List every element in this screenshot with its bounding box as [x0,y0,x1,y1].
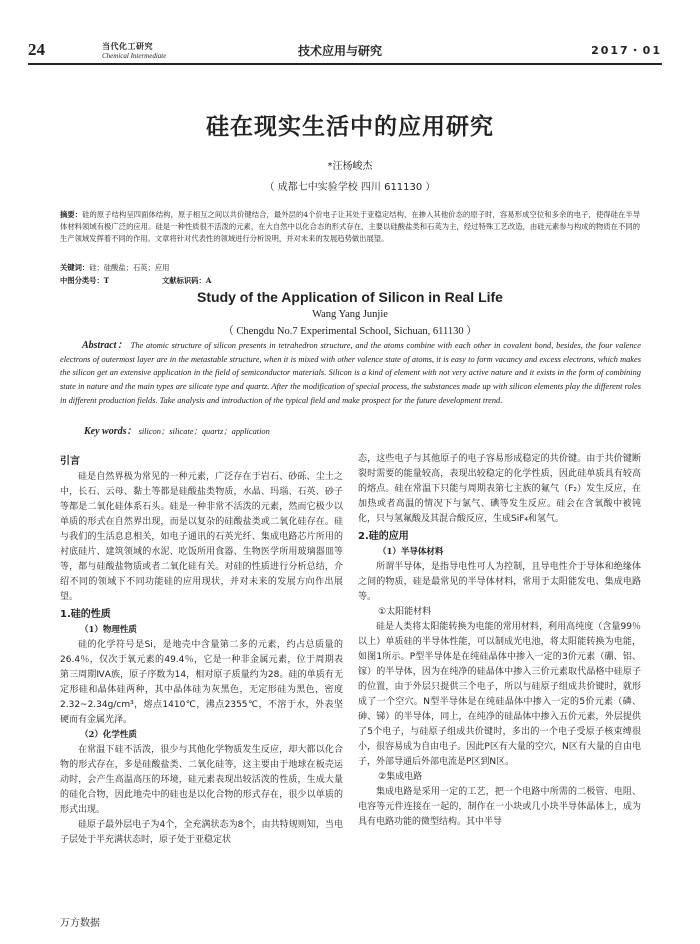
abstract-en-text: The atomic structure of silicon presents in tetrahedron structure, and the atoms combine with each other in covalent bond, besides, the four valence electrons of outermost layer are in the metastable structure, when it is mixed with other valence state of atoms, it is easy to form vacancy and excess electrons, which makes the silicon get an extensive application in the field of semiconductor materials. Silicon is a kind of element with not very active nature and it exists in the form of combining state in nature and the main types are silicate type and quartz. After the modification of special process, the substances made up with silicon elements play the different roles in different production fields. Take analysis and introduction of the typical field and make prospect for the future development trend. [60,341,641,405]
section-1-2-heading: （2）化学性质 [80,730,137,740]
article-title-en: Study of the Application of Silicon in Real Life [197,289,503,305]
keywords-cn [60,263,640,273]
source-footer: 万方数据 [60,918,100,929]
section-1-2-paragraph: 在常温下硅不活泼，很少与其他化学物质发生反应，却大都以化合物的形式存在，多是硅酸盐类、二氧化硅等，这主要由于地球在板壳运动时，会产生高温高压的环境，硅元素表现出较活泼的性质，生成大量的硅化合物，因此地壳中的硅也是以化合物的形式存在，很少以单质的形式出现。 [60,745,343,815]
section-title: 技术应用与研究 [298,44,383,58]
affiliation-en: （ Chengdu No.7 Experimental School, Sichuan, 611130 ） [223,326,477,337]
solar-material-heading: ①太阳能材料 [378,607,432,617]
keywords-label: 关键词： [60,263,90,272]
abstract-en: Abstract： The atomic structure of silicon presents in tetrahedron structure, and the atoms combine with each other in covalent bond, besides, the four valence electrons of outermost layer are in the metastable structure, when it is mixed with other valence state of atoms, it is easy to form vacancy and excess electrons, which makes the silicon get an extensive application in the field of semiconductor materials. Silicon is a kind of element with not very active nature and it exists in the form of combining state in nature and the main types are silicate type and quartz. After the modification of special process, the substances made up with silicon elements play the different roles in different production fields. Take analysis and introduction of the typical field and make prospect for the future development trend. [60,340,641,405]
abstract-label: 摘要： [60,210,83,219]
author: *汪杨峻杰 [327,161,373,172]
section-1-1-paragraph: 硅的化学符号是Si，是地壳中含量第二多的元素，约占总质量的26.4％，仅次于氧元素的49.4％，它是一种非金属元素，位于周期表第三周期ⅣA族，原子序数为14，相对原子质量约为28。硅的单质有无定形硅和晶体硅两种，其中晶体硅为灰黑色，无定形硅为黑色，密度2.32~2.34g/cm³，熔点1410℃，沸点2355℃，不溶于水，外表坚硬而有金属光泽。 [60,640,343,725]
body-column-left [60,452,343,848]
continued-paragraph: 态，这些电子与其他原子的电子容易形成稳定的共价键。由于共价键断裂时需要的能量较高，表现出较稳定的化学性质，因此硅单质具有较高的熔点。硅在常温下只能与周期表第七主族的氟气（F₂）发生反应，在加热或者高温的情况下与氯气、碘等发生反应。硅会在含氧酸中被钝化，只与氢氟酸及其混合酸反应，生成SiF₄和氢气。 [358,454,641,524]
classification [60,276,640,286]
affiliation: （ 成都七中实验学校 四川 611130 ） [264,182,436,193]
author-en: Wang Yang Junjie [312,309,388,320]
clc-value: T [103,276,110,285]
abstract-cn [60,209,640,245]
article-title: 硅在现实生活中的应用研究 [206,114,494,140]
issue-label: 2017・01 [591,44,662,57]
keywords-en: Key words： silicon；silicate；quartz；application [84,426,270,437]
running-header [28,40,662,64]
clc-label: 中图分类号： [60,276,104,285]
integrated-circuit-paragraph: 集成电路是采用一定的工艺，把一个电路中所需的二极管、电阻、电容等元件连接在一起的，制作在一小块或几小块半导体晶体上，成为具有电路功能的微型结构。其中半导 [358,787,641,827]
section-1-heading: 1.硅的性质 [60,609,111,620]
integrated-circuit-heading: ②集成电路 [378,772,423,782]
doc-code-label: 文献标识码： [162,276,206,285]
journal-title-en: Chemical Intermediate [102,52,167,60]
doc-code-value: A [205,276,212,285]
body-column-right [358,452,641,830]
abstract-text: 硅的原子结构呈四面体结构，原子相互之间以共价键结合，最外层的4个价电子让其处于亚稳定结构，在掺入其他价态的原子时，容易形成空位和多余的电子，使得硅在半导体材料领域有极广泛的应用。硅是一种性质很不活泼的元素，在大自然中以化合态的形式存在，主要以硅酸盐类和石英为主，经过特殊工艺改造，由硅元素参与构成的物质在不同的生产领域发挥着不同的作用。文章将针对代表性的领域进行分析说明，并对未来的发展趋势做出展望。 [60,210,641,243]
section-1-1-heading: （1）物理性质 [80,625,137,635]
solar-material-paragraph: 硅是人类将太阳能转换为电能的常用材料，利用高纯度（含量99％以上）单质硅的半导体性能，可以制成光电池，将太阳能转换为电能，如图1所示。P型半导体是在纯硅晶体中掺入一定的3价元素（硼、铝、镓）的半导体，因为在纯净的硅晶体中掺入三价元素取代晶格中硅原子的位置，由于外层只提供三个电子，所以与硅原子组成共价键时，就形成了一个空穴。N型半导体是在纯硅晶体中掺入一定的5价元素（磷、砷、锑）的半导体，同上，在纯净的硅晶体中掺入五价元素，外层提供了5个电子，与硅原子组成共价键时，多出的一个电子受原子核束缚很小，很容易成为自由电子。因此P区有大量的空穴，N区有大量的自由电子，外部导通后外部电流是P区到N区。 [358,622,641,767]
section-2-heading: 2.硅的应用 [358,531,409,542]
journal-title: 当代化工研究 [102,42,153,51]
abstract-en-label: Abstract [82,340,117,351]
header-rule [28,63,662,65]
keywords-text: 硅；硅酸盐；石英；应用 [89,263,170,272]
page-number: 24 [28,40,45,59]
section-2-1-paragraph: 所谓半导体，是指导电性可人为控制，且导电性介于导体和绝缘体之间的物质，硅是最常见的半导体材料，常用于太阳能发电、集成电路等。 [358,562,641,602]
intro-paragraph: 硅是自然界极为常见的一种元素，广泛存在于岩石、砂砾、尘土之中，长石、云母、黏土等都是硅酸盐类物质，水晶、玛瑙、石英、砂子等都是二氧化硅体系石头。硅是一种非常不活泼的元素，然而它极少以单质的形式在自然界出现，而是以复杂的硅酸盐类或二氧化硅存在。硅与我们的生活息息相关，如电子通讯的石英光纤、集成电路芯片所用的衬底硅片、建筑领域的水泥、吃饭所用食器、生物医学所用玻璃器皿等等，都与硅酸盐物质或者二氧化硅有关。对硅的性质进行分析总结，介绍不同的领域下不同功能硅的应用现状，并对未来的发展方向作出展望。 [60,472,343,602]
keywords-en-label: Key words [84,426,127,437]
keywords-en-text: silicon；silicate；quartz；application [138,427,270,436]
section-1-2-paragraph-2: 硅原子最外层电子为4个，全充满状态为8个，由共特规则知，当电子层处于半充满状态时，原子处于亚稳定状 [60,820,343,845]
intro-heading: 引言 [60,456,80,467]
section-2-1-heading: （1）半导体材料 [378,547,444,557]
